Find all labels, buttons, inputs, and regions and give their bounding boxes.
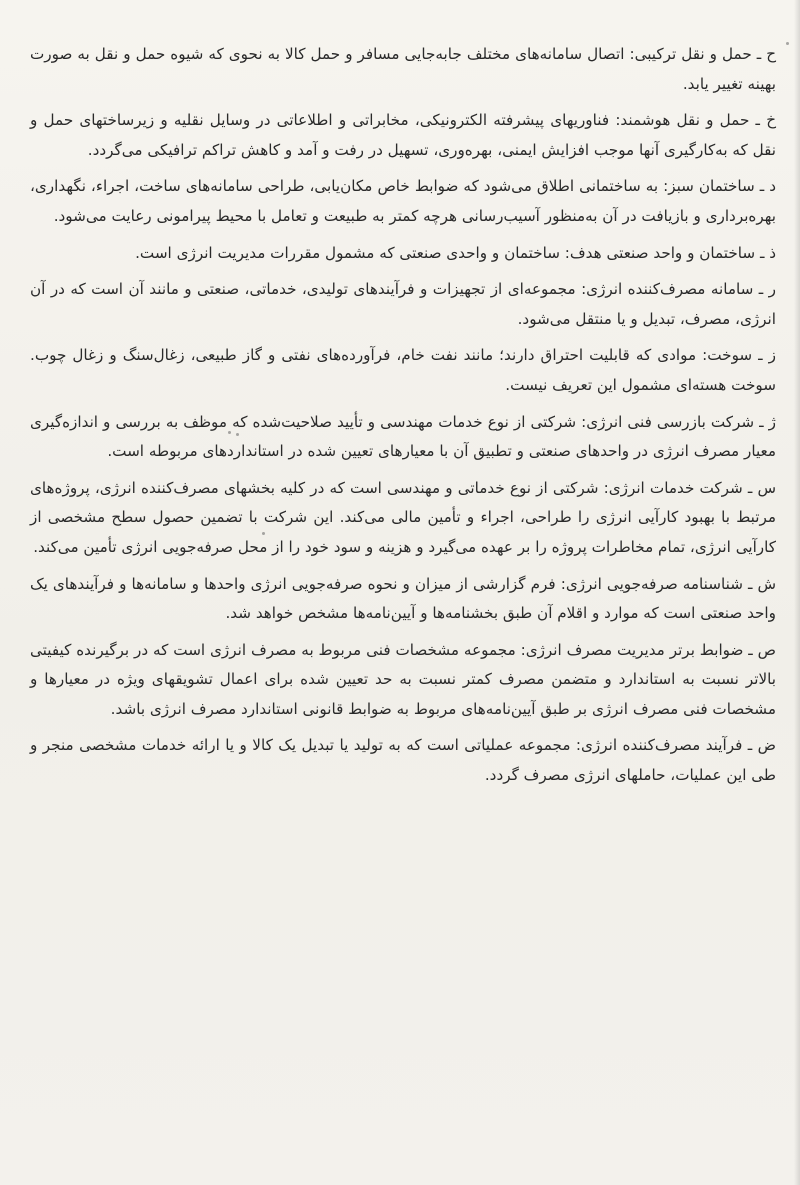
definition-term: ر ـ سامانه مصرف‌کننده انرژی:	[581, 280, 777, 299]
definition-text: مجموعه مشخصات فنی مربوط به مصرف انرژی است که در برگیرنده کیفیتی بالاتر نسبت به استاندارد و متضمن مصرف کمتر نسبت به حد تعیین شده برای اعمال تشویقهای ویژه در معیارها و مشخصات فنی مصرف انرژی بر طبق آیین‌نامه‌های مربوط به ضوابط قانونی استاندارد مصرف انرژی باشد.	[30, 640, 776, 718]
definition-text: مجموعه عملیاتی است که به تولید یا تبدیل یک کالا و یا ارائه خدمات مشخصی منجر و طی این عملیات، حاملهای انرژی مصرف گردد.	[30, 736, 776, 785]
definition-term: ز ـ سوخت:	[702, 346, 777, 365]
definition-text: اتصال سامانه‌های مختلف جابه‌جایی مسافر و حمل کالا به نحوی که شیوه حمل و نقل به صورت بهینه تغییر یابد.	[30, 45, 776, 93]
definition-paragraph-r	[30, 275, 776, 334]
definition-term: ح ـ حمل و نقل ترکیبی:	[629, 45, 777, 63]
definition-paragraph-zal	[30, 239, 776, 269]
definition-paragraph-d	[30, 172, 776, 231]
definition-term: ذ ـ ساختمان و واحد صنعتی هدف:	[564, 243, 776, 262]
page-edge-shadow	[794, 0, 800, 1185]
definition-term: ض ـ فرآیند مصرف‌کننده انرژی:	[575, 736, 777, 755]
definition-term: ص ـ ضوابط برتر مدیریت مصرف انرژی:	[520, 640, 776, 659]
definition-paragraph-h	[30, 40, 776, 99]
definition-text: فرم گزارشی از میزان و نحوه صرفه‌جویی انرژی واحدها و سامانه‌ها و فرآیندهای یک واحد صنعتی است که موارد و اقلام آن طبق بخشنامه‌ها و آیین‌نامه‌ها مشخص خواهد شد.	[30, 574, 776, 623]
definition-text: فناوریهای پیشرفته الکترونیکی، مخابراتی و اطلاعاتی در وسایل نقلیه و زیرساختهای حمل و نقل که به‌کارگیری آنها موجب افزایش ایمنی، بهره‌وری، تسهیل در رفت و آمد و کاهش تراکم ترافیکی می‌گردد.	[30, 111, 776, 159]
definition-text: ساختمان و واحدی صنعتی که مشمول مقررات مدیریت انرژی است.	[135, 243, 560, 262]
definition-paragraph-zad	[30, 731, 776, 790]
definition-paragraph-kh	[30, 106, 776, 165]
definition-paragraph-s	[30, 474, 776, 563]
definition-term: د ـ ساختمان سبز:	[663, 177, 777, 196]
definition-text: موادی که قابلیت احتراق دارند؛ مانند نفت خام، فرآورده‌های نفتی و گاز طبیعی، زغال‌سنگ و زغال چوب. سوخت هسته‌ای مشمول این تعریف نیست.	[30, 346, 776, 394]
definition-term: س ـ شرکت خدمات انرژی:	[603, 478, 777, 497]
definition-text: شرکتی از نوع خدماتی و مهندسی است که در کلیه بخشهای مصرف‌کننده انرژی، پروژه‌های مرتبط با بهبود کارآیی انرژی را طراحی، اجراء و تأمین مالی می‌کند. این شرکت با تضمین حصول سطح مشخصی از کارآیی انرژی، تمام مخاطرات پروژه را بر عهده می‌گیرد و هزینه و سود خود را از محل صرفه‌جویی انرژی تأمین می‌کند.	[30, 478, 776, 556]
definition-paragraph-sad	[30, 636, 776, 725]
ink-speck	[786, 42, 789, 45]
definition-term: ش ـ شناسنامه صرفه‌جویی انرژی:	[560, 574, 777, 593]
definition-term: ژ ـ شرکت بازرسی فنی انرژی:	[581, 412, 776, 431]
definition-paragraph-sh	[30, 570, 776, 629]
definition-text: به ساختمانی اطلاق می‌شود که ضوابط خاص مکان‌یابی، طراحی سامانه‌های ساخت، اجراء، نگهداری، بهره‌برداری و بازیافت در آن به‌منظور آسیب‌رسانی هرچه کمتر به طبیعت و تعامل با محیط پیرامونی رعایت می‌شود.	[30, 177, 776, 225]
definition-paragraph-z	[30, 341, 776, 400]
definition-term: خ ـ حمل و نقل هوشمند:	[615, 111, 776, 130]
document-body	[30, 40, 776, 798]
definition-text: شرکتی از نوع خدمات مهندسی و تأیید صلاحیت‌شده که موظف به بررسی و اندازه‌گیری معیار مصرف انرژی در واحدهای صنعتی و تطبیق آن با معیارهای تعیین شده در استانداردهای مربوطه است.	[30, 412, 776, 461]
definition-text: مجموعه‌ای از تجهیزات و فرآیندهای تولیدی، خدماتی، صنعتی و مانند آن است که در آن انرژی، مصرف، تبدیل و یا منتقل می‌شود.	[30, 280, 776, 328]
definition-paragraph-zh	[30, 408, 776, 467]
